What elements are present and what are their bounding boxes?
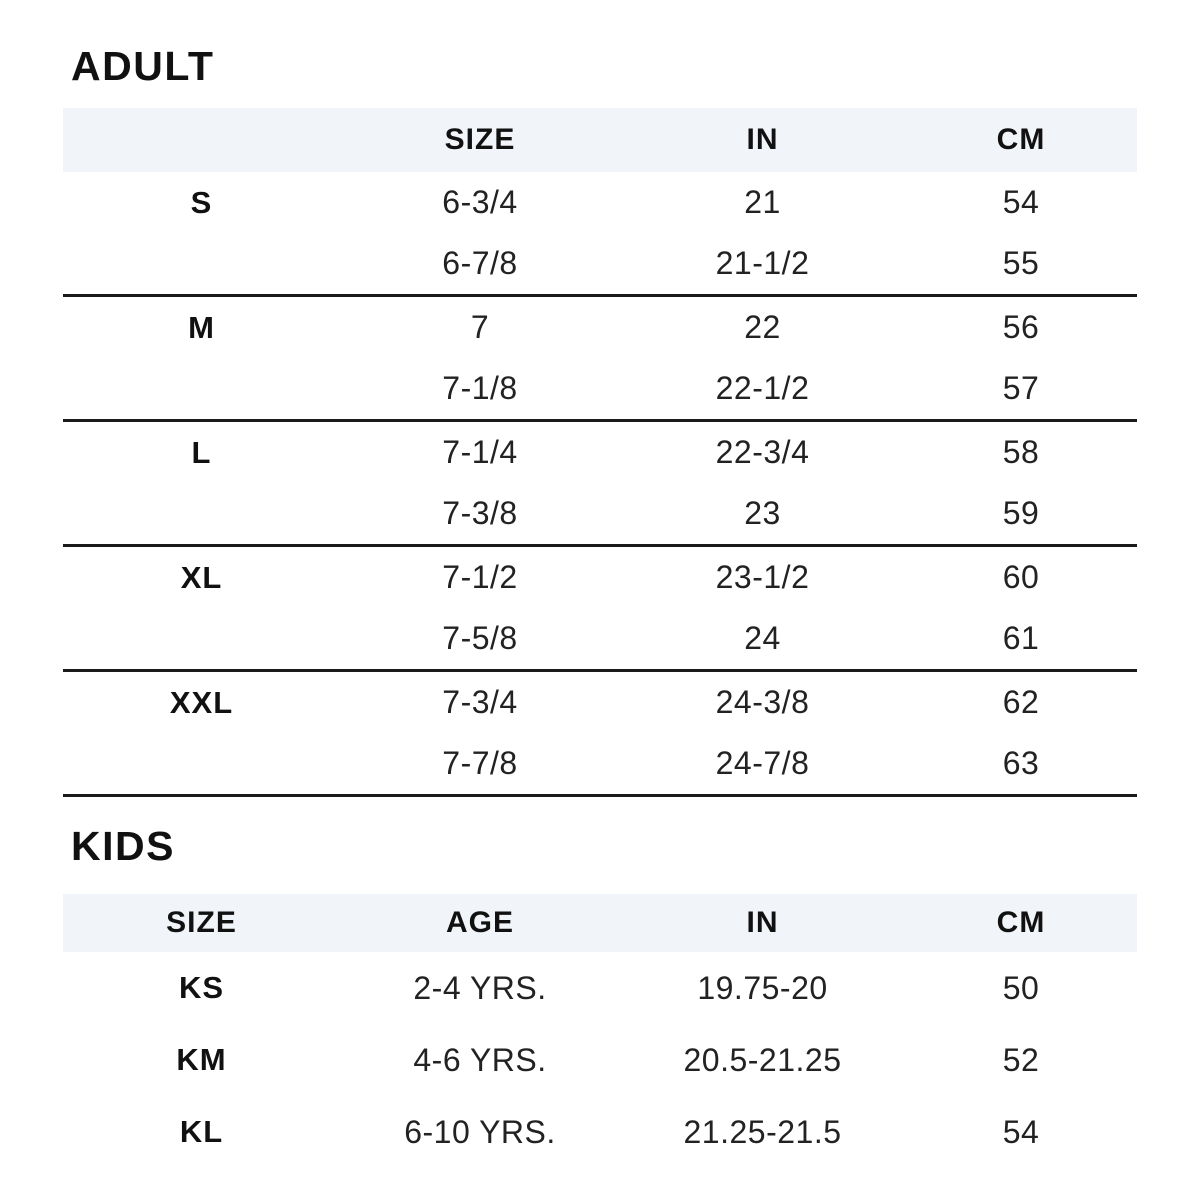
adult-section-title: ADULT <box>71 43 215 89</box>
inches-cell: 22 <box>744 309 781 345</box>
cm-cell: 63 <box>1002 745 1040 781</box>
cm-cell: 56 <box>1002 309 1040 345</box>
size-label-cell <box>63 233 340 294</box>
adult-header-cm: CM <box>996 123 1046 156</box>
inches-cell: 24 <box>744 620 781 656</box>
adult-size-group-s <box>63 172 1137 297</box>
hat-size-cell: 7-1/8 <box>442 370 518 406</box>
table-row <box>63 172 1137 233</box>
adult-size-group-xl <box>63 547 1137 672</box>
size-label-cell <box>63 608 340 669</box>
table-row <box>63 672 1137 733</box>
kids-header-age: AGE <box>445 906 514 939</box>
table-row <box>63 547 1137 608</box>
size-label-cell <box>63 483 340 544</box>
kids-header-size: SIZE <box>166 906 237 939</box>
kids-header-in: IN <box>746 906 779 939</box>
table-row <box>63 733 1137 794</box>
inches-cell: 23-1/2 <box>715 559 810 595</box>
table-row <box>63 608 1137 669</box>
adult-size-group-l <box>63 422 1137 547</box>
inches-cell: 23 <box>744 495 781 531</box>
table-row <box>63 483 1137 544</box>
hat-size-cell: 7-7/8 <box>442 745 518 781</box>
table-row <box>63 297 1137 358</box>
adult-header-blank <box>63 108 340 172</box>
size-label-cell <box>63 358 340 419</box>
cm-cell: 57 <box>1002 370 1040 406</box>
inches-cell: 21-1/2 <box>715 245 810 281</box>
adult-size-group-m <box>63 297 1137 422</box>
table-row <box>63 952 1137 1024</box>
size-label-cell: L <box>191 434 212 470</box>
inches-cell: 21 <box>744 184 781 220</box>
adult-size-group-xxl <box>63 672 1137 797</box>
inches-cell: 22-3/4 <box>715 434 810 470</box>
size-label-cell: XXL <box>169 684 234 720</box>
size-label-cell: XL <box>180 559 223 595</box>
table-row <box>63 422 1137 483</box>
inches-cell: 19.75-20 <box>697 969 828 1006</box>
hat-size-cell: 7-1/2 <box>442 559 518 595</box>
size-label-cell: KS <box>178 970 225 1005</box>
cm-cell: 50 <box>1002 969 1040 1006</box>
adult-header-size: SIZE <box>444 123 516 156</box>
age-cell: 6-10 YRS. <box>404 1113 556 1150</box>
size-label-cell <box>63 733 340 794</box>
hat-size-cell: 6-7/8 <box>442 245 518 281</box>
kids-header-row <box>63 894 1137 952</box>
kids-section-title: KIDS <box>71 823 175 869</box>
adult-header-row <box>63 108 1137 172</box>
cm-cell: 54 <box>1002 184 1040 220</box>
table-row <box>63 233 1137 294</box>
cm-cell: 58 <box>1002 434 1040 470</box>
cm-cell: 60 <box>1002 559 1040 595</box>
hat-size-cell: 7-1/4 <box>442 434 518 470</box>
cm-cell: 52 <box>1002 1041 1040 1078</box>
inches-cell: 22-1/2 <box>715 370 810 406</box>
age-cell: 2-4 YRS. <box>413 969 547 1006</box>
table-row <box>63 1096 1137 1168</box>
cm-cell: 62 <box>1002 684 1040 720</box>
cm-cell: 59 <box>1002 495 1040 531</box>
inches-cell: 21.25-21.5 <box>683 1113 842 1150</box>
inches-cell: 24-7/8 <box>715 745 810 781</box>
table-row <box>63 1024 1137 1096</box>
kids-size-table <box>63 894 1137 1168</box>
cm-cell: 55 <box>1002 245 1040 281</box>
size-label-cell: KL <box>179 1114 224 1149</box>
adult-size-table <box>63 108 1137 797</box>
size-label-cell: M <box>188 309 215 345</box>
inches-cell: 24-3/8 <box>715 684 810 720</box>
adult-header-in: IN <box>746 123 779 156</box>
hat-size-cell: 7-5/8 <box>442 620 518 656</box>
cm-cell: 54 <box>1002 1113 1040 1150</box>
size-label-cell: S <box>190 184 213 220</box>
table-row <box>63 358 1137 419</box>
kids-header-cm: CM <box>996 906 1046 939</box>
inches-cell: 20.5-21.25 <box>683 1041 842 1078</box>
size-label-cell: KM <box>176 1042 227 1077</box>
hat-size-cell: 7 <box>470 309 490 345</box>
hat-size-cell: 7-3/8 <box>442 495 518 531</box>
hat-size-cell: 6-3/4 <box>442 184 518 220</box>
hat-size-cell: 7-3/4 <box>442 684 518 720</box>
age-cell: 4-6 YRS. <box>413 1041 547 1078</box>
cm-cell: 61 <box>1002 620 1040 656</box>
